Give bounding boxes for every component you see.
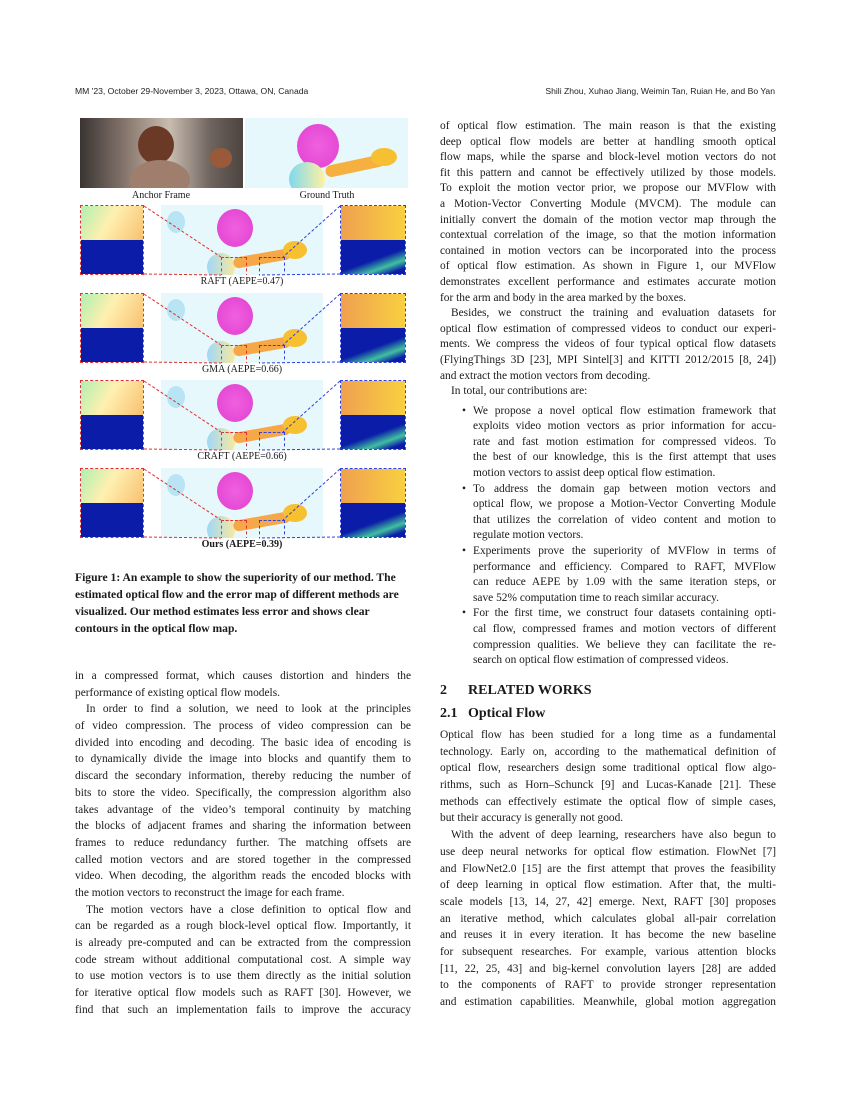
figure-row	[75, 380, 415, 466]
connector-line	[144, 294, 221, 345]
text-line: and FlowNet2.0 [15] are the first attempt that proves the feasibility	[440, 862, 776, 875]
list-item	[440, 606, 776, 668]
subsection-number: 2.1	[440, 706, 458, 721]
text-line: can be regarded as a rough block-level optical flow. Importantly, it	[75, 920, 411, 933]
text-line: to dynamically divide the image into blocks and quantify them to	[75, 753, 411, 766]
text-line: but their accuracy is generally not good.	[440, 812, 624, 825]
text-line: We propose a novel optical flow estimation framework that	[473, 404, 776, 417]
text-line: ments. We compress the videos of four typical optical flow datasets	[440, 338, 776, 351]
text-line: code stream without additional computational cost. A simple way	[75, 953, 411, 966]
text-line: is already pre-computed and can be extracted from the compression	[75, 937, 411, 949]
connector-line	[283, 294, 340, 345]
text-line: discard the secondary information, thereby reducing the number of	[75, 770, 411, 783]
connector-lines	[75, 293, 415, 365]
connector-line	[144, 469, 221, 520]
text-line: and estimation capabilities. Meanwhile, global motion aggregation	[440, 996, 776, 1008]
bullet-icon: •	[462, 482, 466, 495]
text-line: an iterative method, which calculates global all-pair correlation	[440, 912, 776, 925]
bullet-icon: •	[462, 404, 466, 417]
text-line: To exploit the motion vector prior, we propose our MVFlow with	[440, 182, 776, 195]
text-line: (FlyingThings 3D [23], MPI Sintel[3] and KITTI 2012/2015 [8, 24])	[440, 353, 776, 366]
text-line: performance of existing optical flow models.	[75, 686, 280, 699]
text-line: performance and efficiency. Compared to RAFT, MVFlow	[473, 560, 776, 573]
text-line: a Motion-Vector Converting Module (MVCM). The module can	[440, 197, 776, 210]
text-line: In total, our contributions are:	[451, 385, 588, 398]
text-line: contextual correlation of the image, so that the motion information	[440, 229, 776, 242]
connector-line	[283, 206, 340, 257]
running-header-right: Shili Zhou, Xuhao Jiang, Weimin Tan, Ruian He, and Bo Yan	[545, 86, 775, 96]
hand-shape	[210, 148, 232, 168]
text-line: deep optical flow models are better at handling smooth optical	[440, 135, 776, 148]
text-line: and reuses it in every iteration. It has become the new baseline	[440, 929, 776, 942]
text-line: With the advent of deep learning, researchers have also begun to	[451, 829, 776, 842]
method-label: GMA (AEPE=0.66)	[201, 363, 283, 375]
connector-lines	[75, 380, 415, 452]
connector-line	[259, 537, 340, 538]
text-line: [11, 22, 25, 43] and big-kernel convolution layers [28] are added	[440, 962, 776, 975]
text-line: Besides, we construct the training and evaluation datasets for	[451, 307, 776, 320]
connector-line	[144, 381, 221, 432]
list-item	[440, 482, 776, 544]
figure-row	[75, 293, 415, 379]
text-line: the motion vectors to reconstruct the image for each frame.	[75, 886, 345, 899]
connector-line	[144, 206, 221, 257]
text-line: The motion vectors have a close definition to optical flow and	[86, 903, 411, 916]
text-line: To address the domain gap between motion vectors and	[473, 482, 776, 495]
connector-lines	[75, 468, 415, 540]
text-line: cal flow, compressed frames and motion vectors of different	[473, 623, 776, 635]
connector-line	[144, 274, 221, 275]
text-line: for subsequent researches. For example, various attention blocks	[440, 945, 776, 958]
text-line: rate and fast motion estimation for compressed videos. To	[473, 435, 776, 448]
text-line: of video compression. The process of video compression can be	[75, 720, 411, 733]
text-line: rithms, such as Horn–Schunck [9] and Lucas-Kanade [21]. These	[440, 779, 776, 792]
text-line: optical flow estimation of compressed videos to conduct our experi-	[440, 322, 776, 335]
text-line: Experiments prove the superiority of MVFlow in terms of	[473, 545, 776, 558]
contributions-list	[440, 404, 776, 669]
text-line: Optical flow has been studied for a long time as a fundamental	[440, 729, 776, 741]
text-line: called motion vectors and are stored together in the compressed	[75, 853, 411, 866]
flow-shape	[371, 148, 397, 166]
left-column-text	[75, 668, 411, 1018]
text-line: to use motion vectors is to use them directly as the initial solution	[75, 970, 411, 983]
section-title: RELATED WORKS	[468, 683, 592, 698]
text-line: that utilizes the correlation of video content and motion to	[473, 513, 776, 526]
flow-shape	[289, 162, 325, 188]
text-line: can reduce AEPE by 1.09 with the same iteration steps, or	[473, 576, 776, 589]
text-line: compression qualities. We believe they can facilitate the re-	[473, 638, 776, 651]
connector-line	[259, 449, 340, 450]
person-body-shape	[130, 160, 190, 188]
text-line: and extract the motion vectors from decoding.	[440, 369, 651, 382]
text-line: the blocks of adjacent frames and sharing the information between	[75, 820, 411, 833]
text-line: regulate motion vectors.	[473, 529, 584, 542]
connector-line	[144, 362, 221, 363]
method-label: Ours (AEPE=0.39)	[201, 538, 283, 550]
text-line: of optical flow estimation. The main reason is that the existing	[440, 120, 776, 132]
person-head-shape	[138, 126, 174, 164]
text-line: frames to reduce redundancy further. The matching offsets are	[75, 836, 411, 849]
subsection-heading	[440, 706, 545, 722]
text-line: For the first time, we construct four datasets containing opti-	[473, 607, 776, 620]
text-line: divided into encoding and decoding. The basic idea of encoding is	[75, 736, 411, 749]
text-line: find that such an implementation fails to improve the accuracy	[75, 1003, 411, 1016]
text-line: of optical flow estimation. As shown in Figure 1, our MVFlow	[440, 260, 776, 273]
connector-line	[144, 537, 221, 538]
text-line: optical flow, researchers design some traditional optical flow algo-	[440, 762, 776, 775]
text-line: demonstrates excellent performance and estimates accurate motion	[440, 275, 776, 288]
section-number: 2	[440, 683, 447, 698]
text-line: scale models [13, 14, 27, 42] emerge. Next, RAFT [30] proposes	[440, 895, 776, 908]
text-line: of deep learning in optical flow estimation. After that, the multi-	[440, 879, 776, 892]
ground-truth-label: Ground Truth	[299, 190, 355, 201]
text-line: technology. Early on, according to the mathematical definition of	[440, 745, 776, 758]
text-line: use deep neural networks for optical flow estimation. FlowNet [7]	[440, 845, 776, 858]
figure-caption: Figure 1: An example to show the superiority of our method. The estimated optical flow and the error map of different methods are visualized. Our method estimates less error and shows clear contours in the optical flow map.	[75, 571, 399, 635]
text-line: bits to store the video. Specifically, the compression algorithm also	[75, 786, 411, 799]
text-line: methods can effectively estimate the optical flow of simple cases,	[440, 795, 776, 808]
anchor-frame-image	[80, 118, 243, 188]
list-item	[440, 544, 776, 606]
figure-row	[75, 205, 415, 291]
text-line: motion vectors to assist deep optical flow estimation.	[473, 467, 716, 480]
connector-lines	[75, 205, 415, 277]
right-column-text	[440, 119, 776, 669]
text-line: fit this pattern and cannot be effectively utilized by those models.	[440, 166, 776, 179]
figure-1	[75, 112, 415, 557]
text-line: in a compressed format, which causes distortion and hinders the	[75, 670, 411, 682]
text-line: contained in motion vectors can be incorporated into the process	[440, 244, 776, 257]
connector-line	[259, 362, 340, 363]
bullet-icon: •	[462, 545, 466, 558]
method-label: CRAFT (AEPE=0.66)	[197, 451, 287, 462]
connector-line	[144, 449, 221, 450]
text-line: search on optical flow estimation of compressed videos.	[473, 654, 729, 667]
connector-line	[283, 469, 340, 520]
bullet-icon: •	[462, 607, 466, 620]
text-line: flow maps, while the sparse and block-level motion vectors do not	[440, 151, 776, 164]
text-line: video. When decoding, the algorithm reads the encoded blocks with	[75, 870, 411, 883]
text-line: the best of our knowledge, this is the first attempt that uses	[473, 451, 776, 464]
text-line: to the components of RAFT to provide stronger representation	[440, 979, 776, 992]
list-item	[440, 404, 776, 482]
ground-truth-flow-image	[245, 118, 408, 188]
text-line: initially convert the domain of the motion vector map through the	[440, 213, 776, 226]
text-line: exploits video motion vectors as prior information for accu-	[473, 420, 776, 433]
connector-line	[259, 274, 340, 275]
related-works-text	[440, 727, 776, 1011]
text-line: save 52% computation time to reach similar accuracy.	[473, 591, 719, 604]
text-line: optical flow, we propose a Motion-Vector Converting Module	[473, 498, 776, 511]
method-label: RAFT (AEPE=0.47)	[200, 276, 284, 287]
text-line: takes advantage of the video’s temporal continuity by matching	[75, 803, 411, 816]
subsection-title: Optical Flow	[468, 706, 546, 721]
anchor-frame-label: Anchor Frame	[131, 190, 191, 201]
running-header-left: MM '23, October 29-November 3, 2023, Ottawa, ON, Canada	[75, 86, 309, 96]
figure-row	[75, 468, 415, 554]
connector-line	[283, 381, 340, 432]
text-line: for iterative optical flow models such as RAFT [30]. However, we	[75, 987, 411, 1000]
text-line: for the arm and body in the area marked by the boxes.	[440, 291, 687, 304]
text-line: In order to find a solution, we need to look at the principles	[86, 703, 411, 716]
section-heading	[440, 683, 592, 699]
